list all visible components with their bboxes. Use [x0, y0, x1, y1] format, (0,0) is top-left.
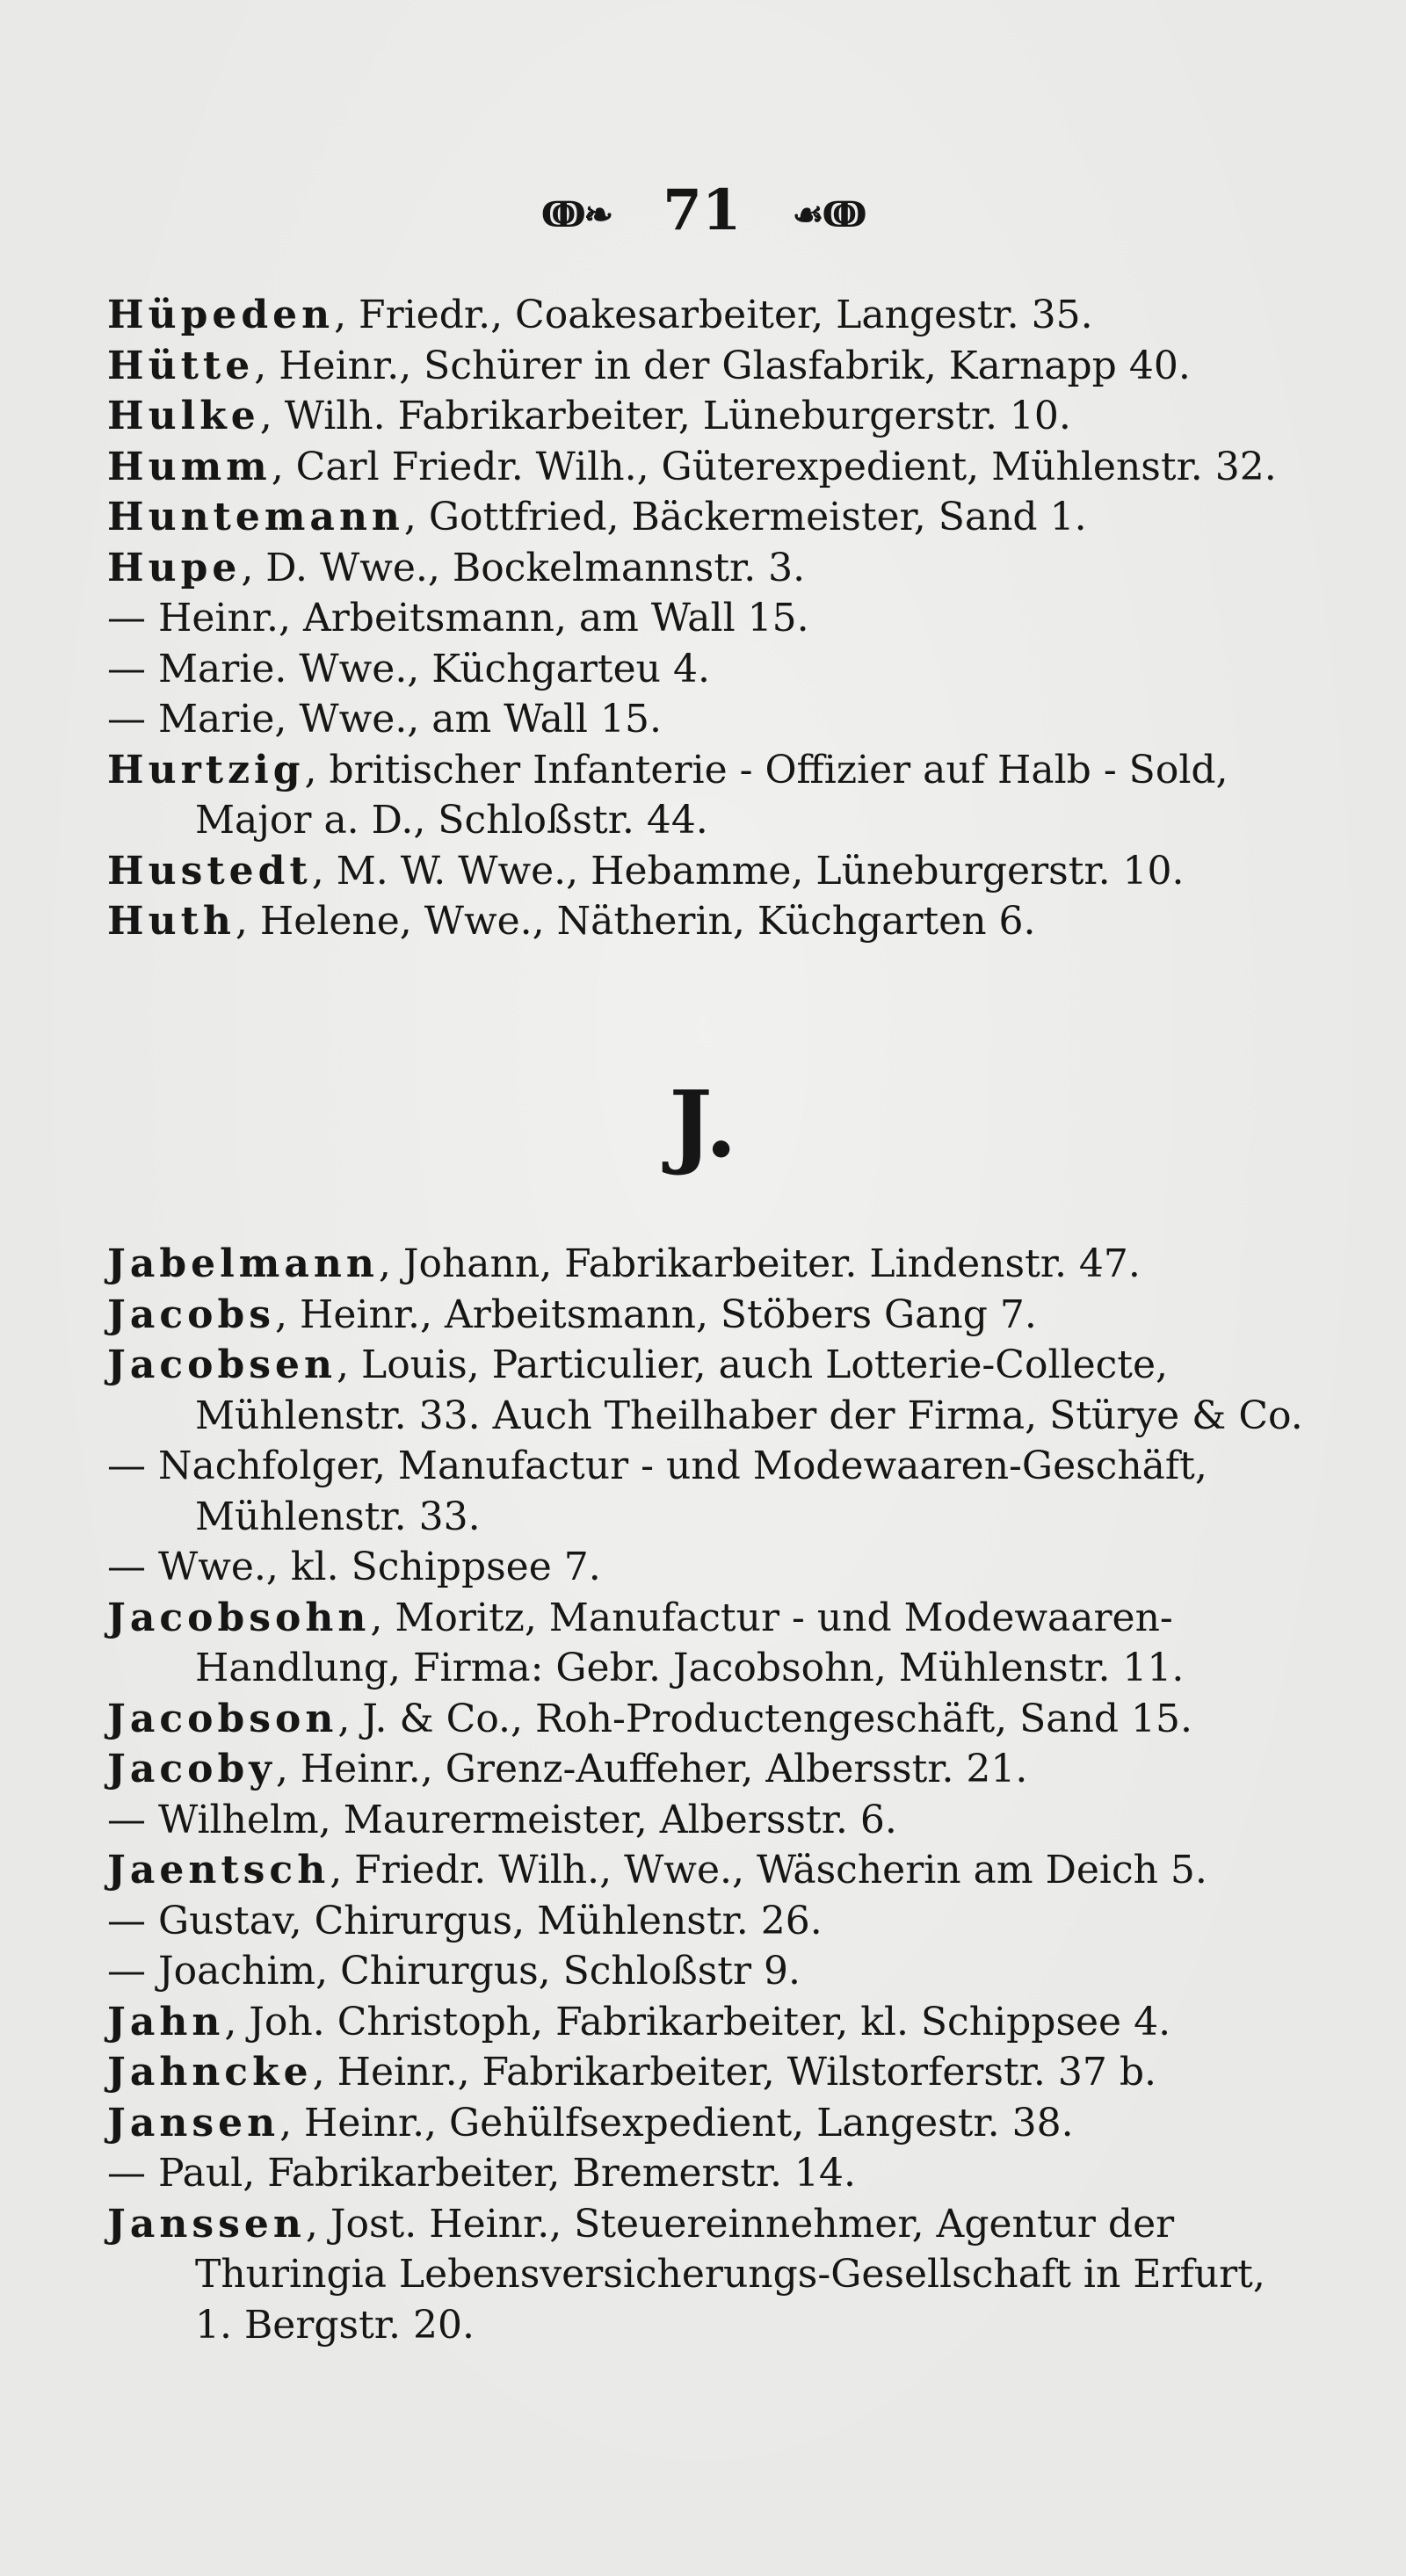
entry-details: , Johann, Fabrikarbeiter. Lindenstr. 47. [378, 1241, 1141, 1286]
entry-details: , Joh. Christoph, Fabrikarbeiter, kl. Schippsee 4. [224, 1999, 1171, 2044]
entry-surname: Janssen [107, 2201, 306, 2247]
list-item [107, 2047, 1241, 2098]
entry-surname: Hurtzig [107, 747, 305, 792]
ditto-dash: — [107, 1949, 146, 1994]
list-item [107, 1997, 1241, 2048]
entries-h [107, 290, 1277, 947]
entry-surname: Jansen [107, 2100, 280, 2145]
list-item [107, 442, 1277, 493]
entry-continuation: Mühlenstr. 33. Auch Theilhaber der Firma, Stürye & Co. [195, 1393, 1303, 1438]
entry-details: , Moritz, Manufactur - und Modewaaren- [370, 1595, 1173, 1640]
list-item [107, 896, 1241, 947]
entry-details: Paul, Fabrikarbeiter, Bremerstr. 14. [146, 2151, 856, 2196]
entry-details: , Carl Friedr. Wilh., Güterexpedient, Mühlenstr. 32. [271, 444, 1277, 489]
list-item [107, 2098, 1241, 2149]
entry-surname: Jaentsch [107, 1848, 330, 1892]
entry-surname: Jahn [107, 1999, 225, 2044]
ditto-dash: — [107, 1545, 146, 1589]
list-item [107, 1340, 1303, 1441]
list-item [107, 644, 1241, 695]
list-item [107, 1593, 1241, 1694]
ditto-dash: — [107, 697, 146, 742]
entry-details: Gustav, Chirurgus, Mühlenstr. 26. [146, 1898, 823, 1943]
entry-details: , Friedr., Coakesarbeiter, Langestr. 35. [334, 293, 1093, 337]
entry-surname: Huntemann [107, 495, 404, 539]
list-item [107, 1239, 1241, 1290]
list-item [107, 1896, 1241, 1947]
entry-details: Nachfolger, Manufactur - und Modewaaren-Geschäft, [146, 1444, 1207, 1488]
entry-details: , Gottfried, Bäckermeister, Sand 1. [403, 495, 1087, 539]
entry-surname: Hütte [107, 343, 255, 388]
list-item [107, 2199, 1265, 2351]
entry-details: , Heinr., Arbeitsmann, Stöbers Gang 7. [275, 1292, 1037, 1337]
entry-details: , Wilh. Fabrikarbeiter, Lüneburgerstr. 10. [259, 394, 1071, 438]
entry-details: , M. W. Wwe., Hebamme, Lüneburgerstr. 10. [311, 848, 1185, 894]
list-item [107, 543, 1241, 594]
list-item [107, 1694, 1241, 1745]
list-item [107, 1845, 1241, 1896]
ornament-left-icon: ↂ❧ [540, 193, 612, 235]
entry-surname: Hustedt [107, 848, 312, 894]
entry-details: , britischer Infanterie - Offizier auf Halb - Sold, [304, 747, 1228, 792]
ditto-dash: — [107, 1444, 146, 1488]
entry-details: , Helene, Wwe., Nätherin, Küchgarten 6. [235, 899, 1036, 944]
entry-surname: Jacoby [107, 1747, 276, 1791]
list-item [107, 492, 1241, 543]
list-item [107, 1744, 1241, 1795]
entry-details: Heinr., Arbeitsmann, am Wall 15. [146, 596, 809, 640]
list-item [107, 341, 1241, 392]
entry-details: Wilhelm, Maurermeister, Albersstr. 6. [146, 1797, 897, 1842]
list-item [107, 1795, 1241, 1846]
entry-details: , Louis, Particulier, auch Lotterie-Collecte, [337, 1342, 1168, 1387]
ditto-dash: — [107, 2151, 146, 2196]
entry-continuation: Handlung, Firma: Gebr. Jacobsohn, Mühlenstr. 11. [195, 1646, 1185, 1690]
entry-details: , Heinr., Grenz-Auffeher, Albersstr. 21. [275, 1747, 1028, 1791]
entry-continuation: Major a. D., Schloßstr. 44. [195, 798, 708, 843]
entry-details: Wwe., kl. Schippsee 7. [146, 1545, 601, 1589]
entry-details: , D. Wwe., Bockelmannstr. 3. [241, 545, 806, 590]
ditto-dash: — [107, 596, 146, 640]
entry-details: Joachim, Chirurgus, Schloßstr 9. [146, 1949, 801, 1994]
page-header [0, 176, 1406, 250]
list-item [107, 846, 1241, 897]
entry-continuation: 1. Bergstr. 20. [195, 2302, 475, 2348]
entry-details: Marie, Wwe., am Wall 15. [146, 697, 662, 742]
entry-surname: Jacobsen [107, 1342, 337, 1387]
entries-j [107, 1239, 1303, 2350]
list-item [107, 1946, 1241, 1997]
entry-surname: Jacobsohn [107, 1595, 371, 1640]
entry-surname: Hulke [107, 394, 260, 438]
list-item [107, 1290, 1241, 1341]
entry-surname: Hüpeden [107, 293, 335, 337]
entry-surname: Jacobson [107, 1696, 338, 1741]
entry-surname: Jahncke [107, 2050, 313, 2095]
entry-continuation: Thuringia Lebensversicherungs-Gesellschaft in Erfurt, [195, 2252, 1265, 2297]
entry-details: , Friedr. Wilh., Wwe., Wäscherin am Deich 5. [330, 1848, 1207, 1892]
list-item [107, 1441, 1241, 1542]
ditto-dash: — [107, 646, 146, 691]
ornament-right-icon: ☙ↂ [792, 193, 866, 235]
entry-details: Marie. Wwe., Küchgarteu 4. [146, 646, 710, 691]
entry-surname: Hupe [107, 545, 242, 590]
list-item [107, 593, 1241, 644]
ditto-dash: — [107, 1797, 146, 1842]
entry-details: , Heinr., Gehülfsexpedient, Langestr. 38. [279, 2100, 1074, 2145]
list-item [107, 391, 1241, 442]
list-item [107, 290, 1241, 341]
ditto-dash: — [107, 1898, 146, 1943]
section-letter: J. [669, 1070, 737, 1178]
list-item [107, 745, 1241, 846]
entry-details: , Jost. Heinr., Steuereinnehmer, Agentur der [305, 2201, 1175, 2247]
page-number: 71 [663, 177, 742, 243]
entry-details: , Heinr., Schürer in der Glasfabrik, Karnapp 40. [254, 343, 1191, 388]
entry-surname: Jabelmann [107, 1241, 379, 1286]
entry-continuation: Mühlenstr. 33. [195, 1494, 481, 1539]
list-item [107, 694, 1241, 745]
entry-details: , J. & Co., Roh-Productengeschäft, Sand 15. [337, 1696, 1192, 1741]
list-item [107, 1542, 1241, 1593]
entry-surname: Jacobs [107, 1292, 276, 1337]
entry-surname: Humm [107, 444, 272, 489]
entry-surname: Huth [107, 899, 236, 944]
list-item [107, 2148, 1241, 2199]
entry-details: , Heinr., Fabrikarbeiter, Wilstorferstr. 37 b. [312, 2050, 1156, 2095]
